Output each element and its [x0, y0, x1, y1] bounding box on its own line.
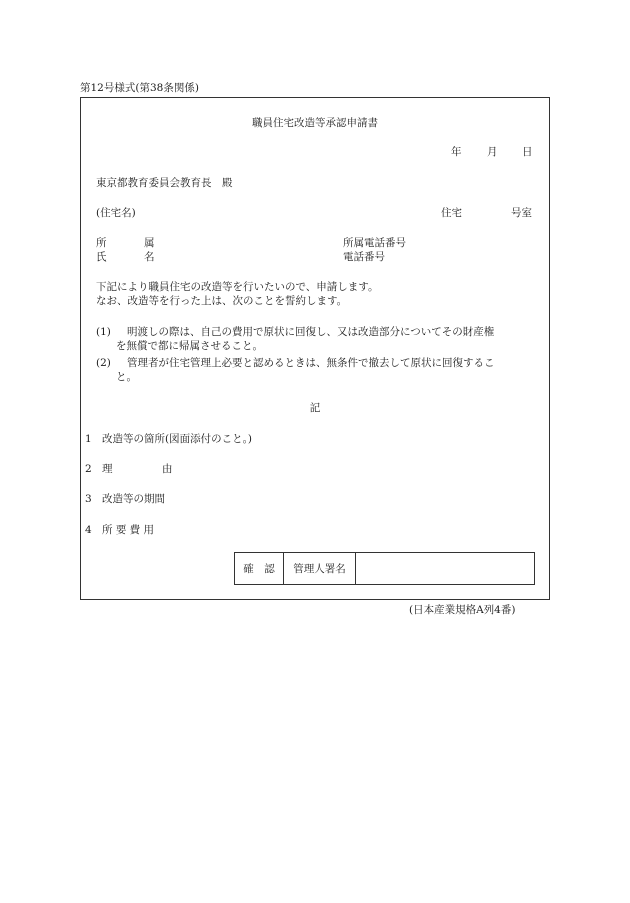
dept-phone-label: 所属電話番号: [343, 237, 406, 249]
housing-name-label: (住宅名): [96, 207, 136, 219]
intro-line-2: なお、改造等を行った上は、次のことを誓約します。: [96, 295, 348, 307]
pledge-2-line-1: 管理者が住宅管理上必要と認めるときは、無条件で撤去して原状に回復するこ: [127, 357, 495, 369]
pledge-1-line-1: 明渡しの際は、自己の費用で原状に回復し、又は改造部分についてその財産権: [127, 326, 495, 338]
dept-label-1: 所: [96, 237, 107, 249]
signature-field[interactable]: [356, 553, 534, 584]
housing-room-label: 号室: [511, 207, 532, 219]
addressee: 東京都教育委員会教育長 殿: [96, 177, 233, 189]
item-1-label: 改造等の箇所(図面添付のこと。): [102, 433, 252, 445]
pledge-1-number: (1): [96, 326, 111, 338]
pledge-1-line-2: を無償で都に帰属させること。: [116, 340, 263, 352]
pledge-2-line-2: と。: [116, 371, 137, 383]
signer-label: 管理人署名: [284, 553, 356, 584]
housing-unit-label: 住宅: [441, 207, 462, 219]
item-2-label-b: 由: [162, 463, 173, 475]
name-label-2: 名: [144, 251, 155, 263]
dept-label-2: 属: [144, 237, 155, 249]
item-2-number: 2: [85, 463, 92, 475]
item-2-label-a: 理: [102, 463, 113, 475]
pledge-2-number: (2): [96, 357, 111, 369]
item-3-number: 3: [85, 493, 92, 505]
phone-label: 電話番号: [343, 251, 385, 263]
form-title: 職員住宅改造等承認申請書: [252, 117, 378, 129]
ki-heading: 記: [309, 402, 321, 414]
item-4-number: 4: [85, 524, 92, 536]
footer-note: (日本産業規格A列4番): [409, 604, 516, 616]
confirm-label: 確 認: [235, 553, 284, 584]
intro-line-1: 下記により職員住宅の改造等を行いたいので、申請します。: [96, 281, 379, 293]
date-month: 月: [487, 146, 498, 158]
item-1-number: 1: [85, 433, 92, 445]
form-number: 第12号様式(第38条関係): [80, 82, 199, 94]
confirmation-table: [234, 552, 535, 585]
name-label-1: 氏: [96, 251, 107, 263]
item-4-label: 所 要 費 用: [102, 524, 155, 536]
item-3-label: 改造等の期間: [102, 493, 165, 505]
date-day: 日: [522, 146, 533, 158]
date-year: 年: [451, 146, 462, 158]
